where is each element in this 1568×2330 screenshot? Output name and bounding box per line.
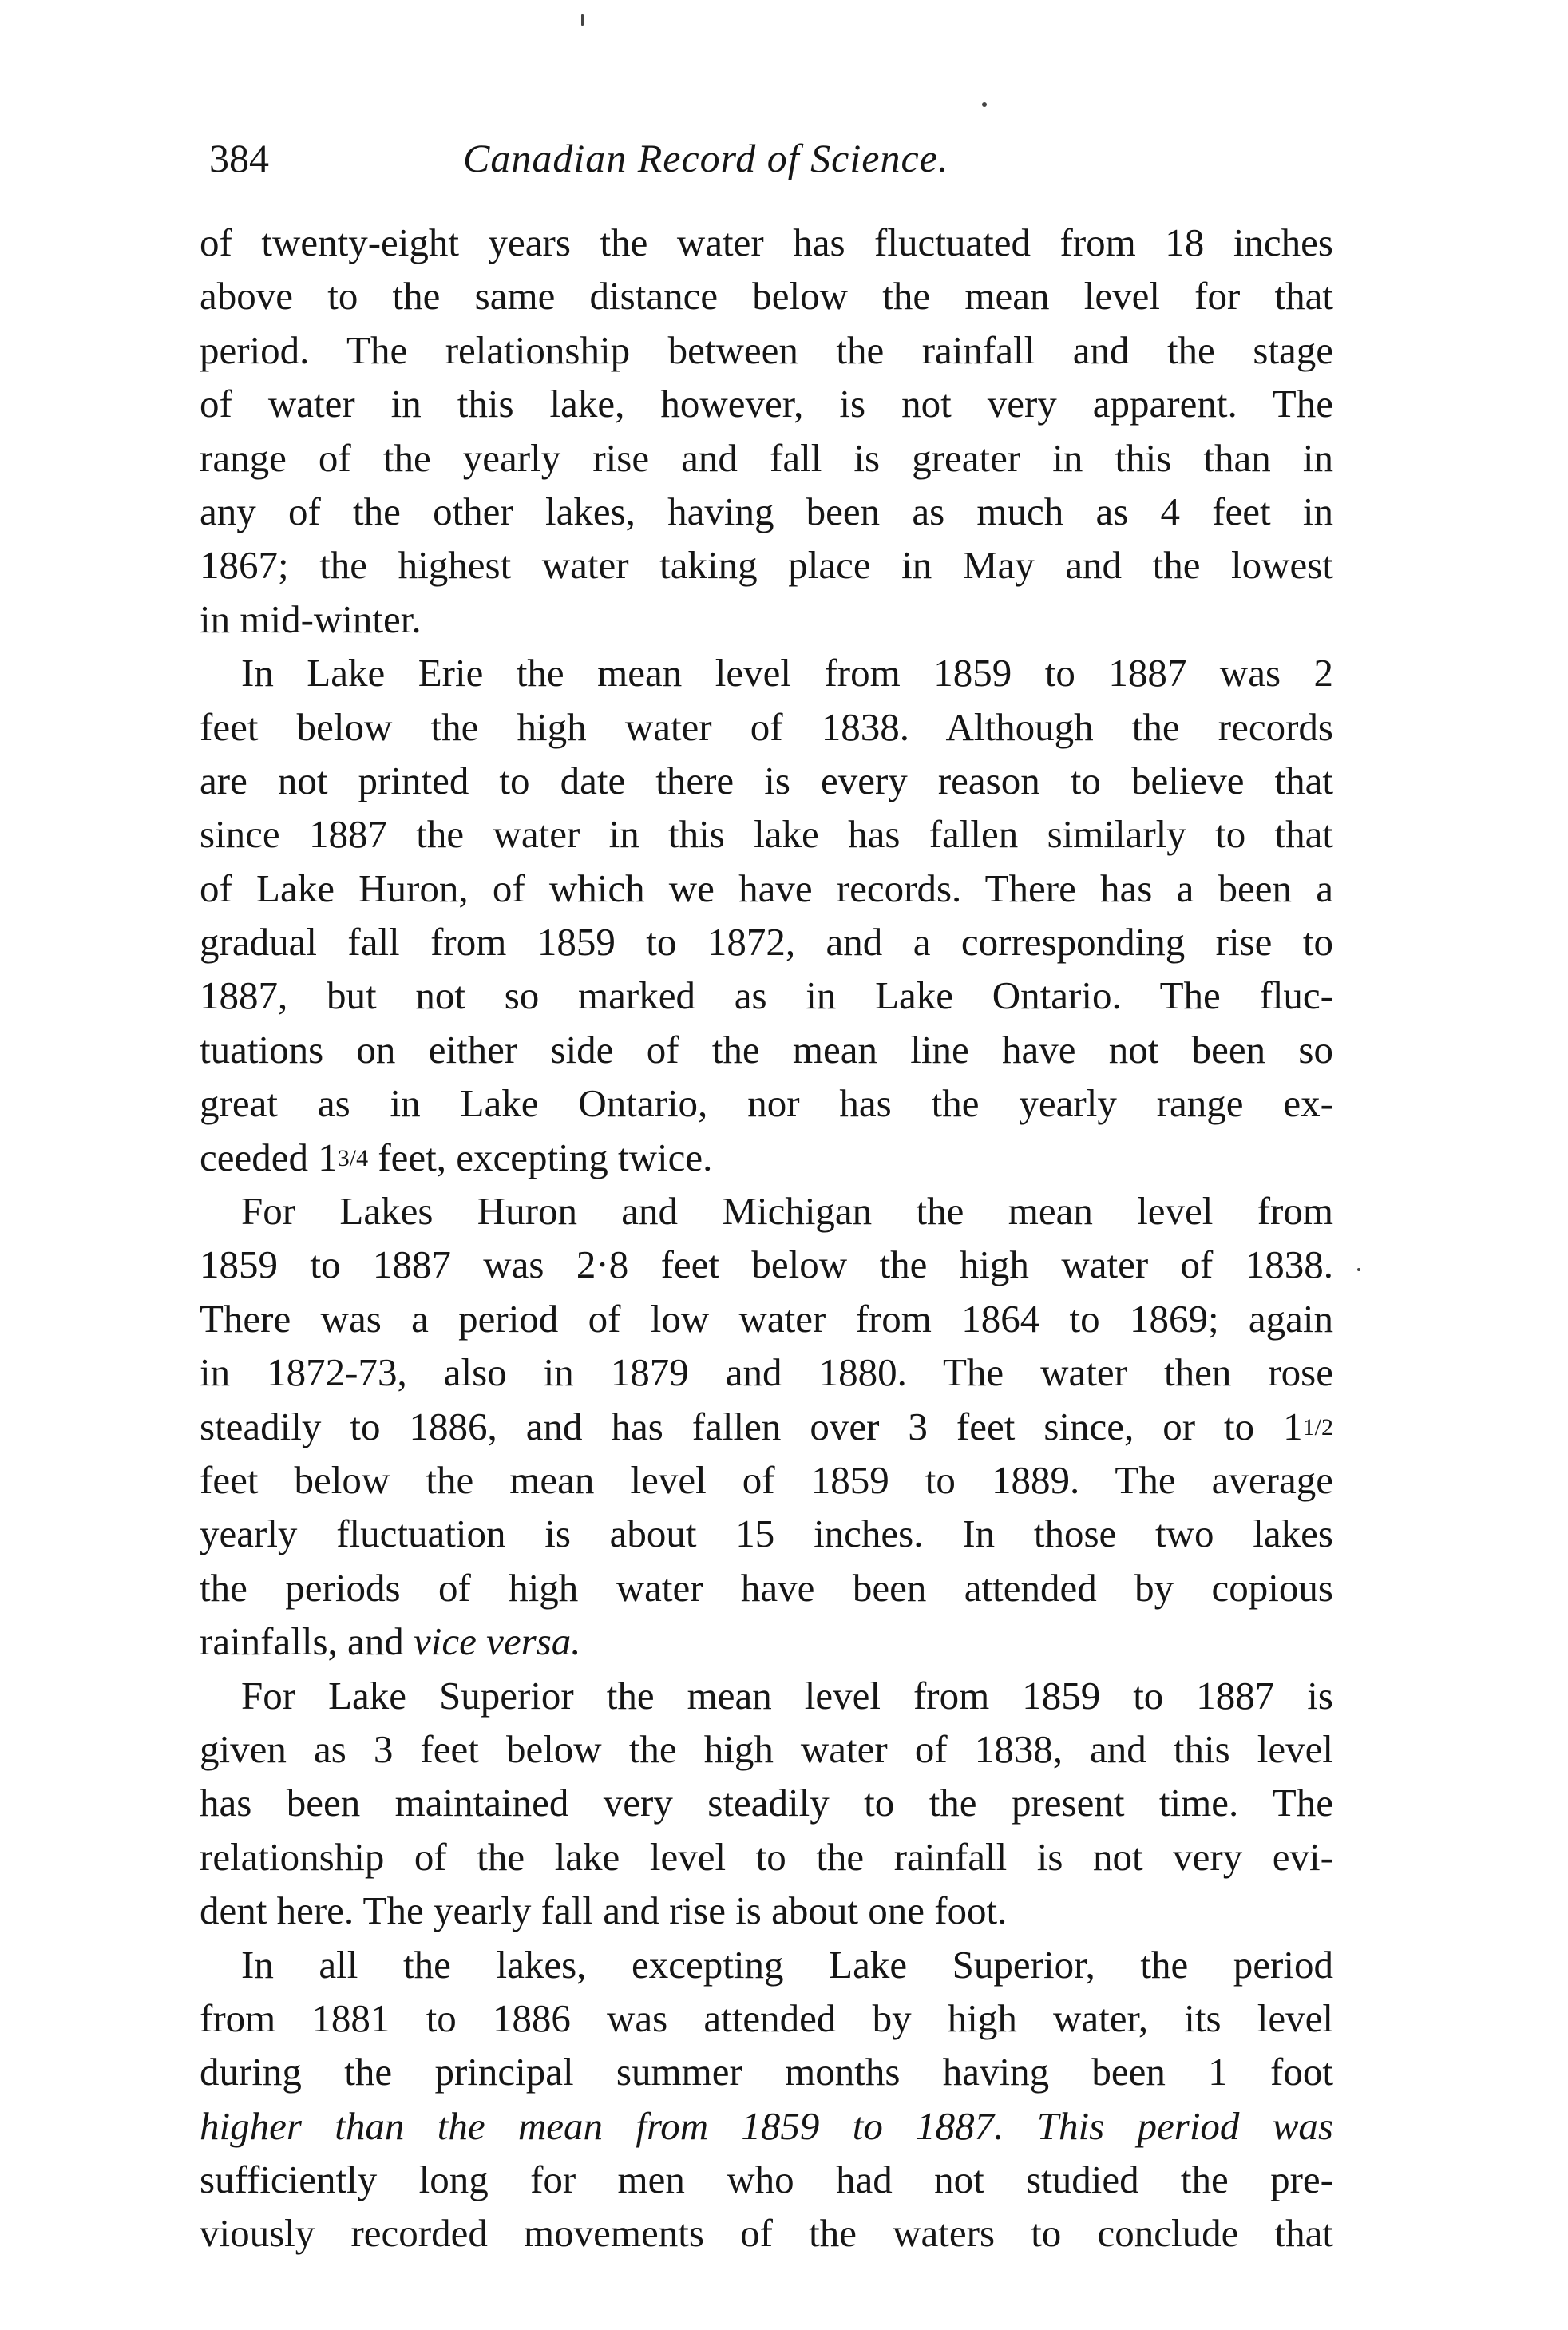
text-fragment: ceeded 1 [200,1135,338,1179]
text-line: 1859 to 1887 was 2·8 feet below the high water of 1838. [200,1242,1333,1287]
text-line-with-fraction [200,1131,1333,1184]
text-line [200,2099,1333,2153]
fraction: 3/4 [337,1144,369,1171]
text-fragment: feet, excepting twice. [378,1135,713,1179]
text-line: has been maintained very steadily to the present time. The [200,1781,1333,1825]
text-line: For Lakes Huron and Michigan the mean level from [241,1189,1333,1234]
text-line: tuations on either side of the mean line have not been so [200,1027,1333,1072]
italic-text: higher [200,2103,302,2148]
text-line: from 1881 to 1886 was attended by high water, its level [200,1995,1333,2040]
text-line: since 1887 the water in this lake has fallen similarly to that [200,812,1333,857]
text-line: relationship of the lake level to the rainfall is not very evi- [200,1834,1333,1879]
text-line: above to the same distance below the mean level for that [200,274,1333,319]
print-speck [581,14,584,26]
print-speck [1357,1268,1360,1271]
italic-text: than the mean from 1859 to 1887. This period was [335,2103,1334,2148]
text-line: range of the yearly rise and fall is greater in this than in [200,435,1333,480]
text-line: of Lake Huron, of which we have records. There has a been a [200,866,1333,910]
fraction: 1/2 [1302,1413,1334,1440]
text-line: In all the lakes, excepting Lake Superior, the period [241,1942,1333,1987]
text-line: 1867; the highest water taking place in May and the lowest [200,543,1333,588]
text-line: yearly fluctuation is about 15 inches. In those two lakes [200,1512,1333,1556]
italic-text: vice versa. [414,1619,581,1664]
text-line: For Lake Superior the mean level from 1859 to 1887 is [241,1673,1333,1718]
running-head [209,126,1327,190]
text-line-with-fraction [200,1400,1333,1453]
print-speck [982,102,987,107]
text-line: in 1872-73, also in 1879 and 1880. The water then rose [200,1350,1333,1395]
text-line: are not printed to date there is every reason to believe that [200,758,1333,802]
page-number: 384 [209,136,269,180]
text-line: sufficiently long for men who had not studied the pre- [200,2158,1333,2202]
text-line: great as in Lake Ontario, nor has the yearly range ex- [200,1081,1333,1126]
text-line: any of the other lakes, having been as much as 4 feet in [200,489,1333,533]
journal-title: Canadian Record of Science. [463,136,949,180]
text-line: 1887, but not so marked as in Lake Ontario. The fluc- [200,973,1333,1018]
text-fragment: rainfalls, and [200,1619,404,1664]
text-line: given as 3 feet below the high water of 1838, and this level [200,1726,1333,1771]
text-line: the periods of high water have been attended by copious [200,1565,1333,1610]
text-line [200,1615,1333,1668]
text-line: There was a period of low water from 1864 to 1869; again [200,1296,1333,1341]
text-line: period. The relationship between the rainfall and the stage [200,327,1333,372]
text-fragment: 1 [1283,1404,1303,1448]
text-fragment: steadily to 1886, and has fallen over 3 feet since, or to [200,1404,1255,1448]
text-line: during the principal summer months having been 1 foot [200,2050,1333,2094]
text-line: feet below the high water of 1838. Although the records [200,704,1333,749]
body-text [200,216,1333,2261]
text-line: viously recorded movements of the waters to conclude that [200,2211,1333,2256]
text-line: in mid-winter. [200,596,422,641]
text-line: of twenty-eight years the water has fluctuated from 18 inches [200,220,1333,264]
text-line: feet below the mean level of 1859 to 1889. The average [200,1457,1333,1502]
text-line: dent here. The yearly fall and rise is about one foot. [200,1888,1008,1933]
text-line: gradual fall from 1859 to 1872, and a corresponding rise to [200,920,1333,965]
text-line: of water in this lake, however, is not very apparent. The [200,382,1333,426]
text-line: In Lake Erie the mean level from 1859 to 1887 was 2 [241,651,1333,695]
